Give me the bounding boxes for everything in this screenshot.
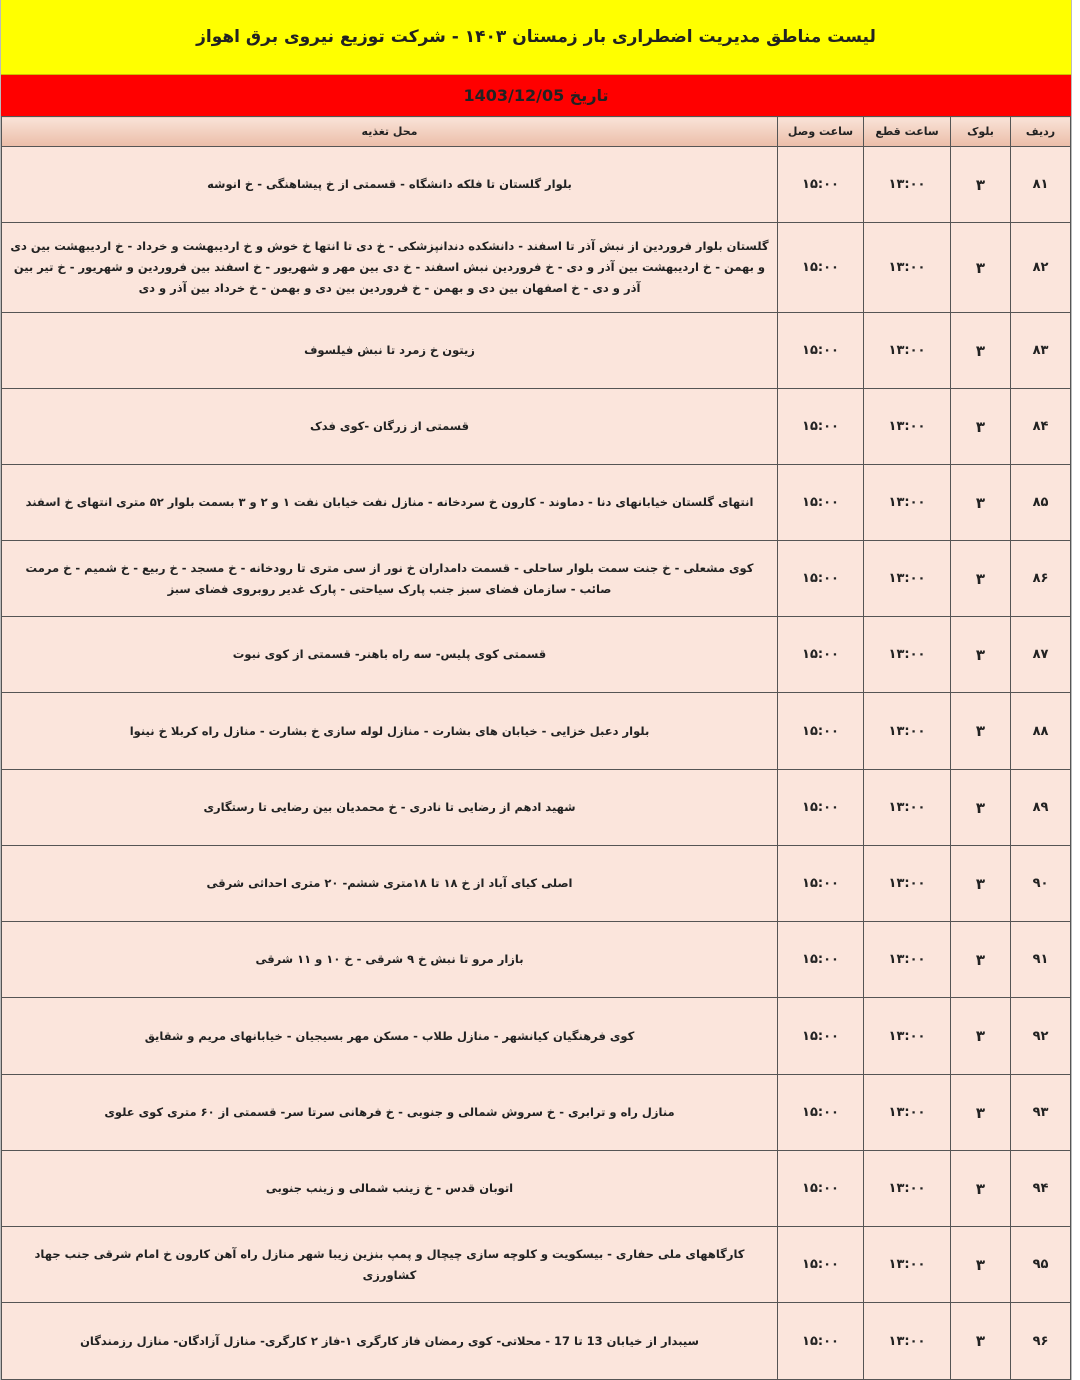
cell-block: ۳: [951, 465, 1011, 541]
cell-cut-time: ۱۳:۰۰: [864, 465, 951, 541]
cell-location: انتهای گلستان خیابانهای دنا - دماوند - کارون خ سردخانه - منازل نفت خیابان نفت ۱ و ۲ و ۳ بسمت بلوار ۵۲ متری انتهای خ اسفند: [2, 465, 778, 541]
cell-cut-time: ۱۳:۰۰: [864, 223, 951, 313]
cell-row-number: ۹۲: [1011, 998, 1071, 1075]
table-row: [2, 846, 1071, 922]
date-bar: [1, 75, 1071, 116]
cell-row-number: ۹۱: [1011, 922, 1071, 998]
table-row: [2, 1075, 1071, 1151]
table-row: [2, 998, 1071, 1075]
table-row: [2, 313, 1071, 389]
cell-cut-time: ۱۳:۰۰: [864, 313, 951, 389]
cell-block: ۳: [951, 389, 1011, 465]
document-title: لیست مناطق مدیریت اضطراری بار زمستان ۱۴۰۳ - شرکت توزیع نیروی برق اهواز: [196, 27, 876, 47]
cell-connect-time: ۱۵:۰۰: [778, 693, 864, 770]
cell-row-number: ۸۱: [1011, 147, 1071, 223]
cell-connect-time: ۱۵:۰۰: [778, 389, 864, 465]
table-row: [2, 1151, 1071, 1227]
cell-cut-time: ۱۳:۰۰: [864, 1075, 951, 1151]
document-date: تاریخ 1403/12/05: [463, 86, 609, 105]
cell-row-number: ۸۶: [1011, 541, 1071, 617]
cell-block: ۳: [951, 1227, 1011, 1303]
table-row: [2, 465, 1071, 541]
cell-row-number: ۸۷: [1011, 617, 1071, 693]
cell-block: ۳: [951, 846, 1011, 922]
cell-block: ۳: [951, 223, 1011, 313]
cell-connect-time: ۱۵:۰۰: [778, 465, 864, 541]
cell-row-number: ۹۳: [1011, 1075, 1071, 1151]
header-row: [2, 117, 1071, 147]
cell-cut-time: ۱۳:۰۰: [864, 541, 951, 617]
cell-row-number: ۸۲: [1011, 223, 1071, 313]
cell-location: بلوار گلستان تا فلکه دانشگاه - قسمتی از خ پیشاهنگی - خ انوشه: [2, 147, 778, 223]
cell-location: کوی فرهنگیان کیانشهر - منازل طلاب - مسکن مهر بسیجیان - خیابانهای مریم و شقایق: [2, 998, 778, 1075]
table-body: [2, 147, 1071, 1380]
table-row: [2, 1303, 1071, 1380]
cell-block: ۳: [951, 922, 1011, 998]
cell-location: شهید ادهم از رضایی تا نادری - خ محمدیان بین رضایی تا رستگاری: [2, 770, 778, 846]
cell-row-number: ۹۶: [1011, 1303, 1071, 1380]
header-row-number: ردیف: [1011, 117, 1071, 147]
header-block: بلوک: [951, 117, 1011, 147]
cell-connect-time: ۱۵:۰۰: [778, 147, 864, 223]
cell-block: ۳: [951, 1151, 1011, 1227]
cell-cut-time: ۱۳:۰۰: [864, 389, 951, 465]
table-row: [2, 541, 1071, 617]
cell-cut-time: ۱۳:۰۰: [864, 617, 951, 693]
cell-location: قسمتی کوی پلیس- سه راه باهنر- قسمتی از کوی نبوت: [2, 617, 778, 693]
cell-cut-time: ۱۳:۰۰: [864, 147, 951, 223]
cell-block: ۳: [951, 541, 1011, 617]
table-row: [2, 147, 1071, 223]
cell-block: ۳: [951, 1303, 1011, 1380]
cell-location: بازار مرو تا نبش خ ۹ شرقی - خ ۱۰ و ۱۱ شرقی: [2, 922, 778, 998]
cell-row-number: ۸۹: [1011, 770, 1071, 846]
table-header: [2, 117, 1071, 147]
cell-row-number: ۸۵: [1011, 465, 1071, 541]
cell-location: بلوار دعبل خزایی - خیابان های بشارت - منازل لوله سازی خ بشارت - منازل راه کربلا خ نینوا: [2, 693, 778, 770]
cell-connect-time: ۱۵:۰۰: [778, 922, 864, 998]
cell-location: قسمتی از زرگان -کوی فدک: [2, 389, 778, 465]
cell-connect-time: ۱۵:۰۰: [778, 1303, 864, 1380]
table-row: [2, 693, 1071, 770]
table-row: [2, 770, 1071, 846]
cell-location: کارگاههای ملی حفاری - بیسکویت و کلوچه سازی چیچال و پمپ بنزین زیبا شهر منازل راه آهن کارون خ امام شرقی جنب جهاد کشاورزی: [2, 1227, 778, 1303]
cell-location: کوی مشعلی - خ جنت سمت بلوار ساحلی - قسمت دامداران خ نور از سی متری تا رودخانه - خ مسجد - خ ربیع - خ شمیم - خ مرمت صائب - سازمان فضای سبز جنب پارک سیاحتی - پارک غدیر روبروی فضای سبز: [2, 541, 778, 617]
cell-cut-time: ۱۳:۰۰: [864, 693, 951, 770]
cell-cut-time: ۱۳:۰۰: [864, 998, 951, 1075]
cell-connect-time: ۱۵:۰۰: [778, 223, 864, 313]
cell-row-number: ۸۴: [1011, 389, 1071, 465]
table-row: [2, 389, 1071, 465]
cell-connect-time: ۱۵:۰۰: [778, 770, 864, 846]
cell-connect-time: ۱۵:۰۰: [778, 1075, 864, 1151]
cell-cut-time: ۱۳:۰۰: [864, 1227, 951, 1303]
cell-block: ۳: [951, 1075, 1011, 1151]
cell-cut-time: ۱۳:۰۰: [864, 846, 951, 922]
cell-connect-time: ۱۵:۰۰: [778, 617, 864, 693]
table-row: [2, 922, 1071, 998]
header-connect-time: ساعت وصل: [778, 117, 864, 147]
header-location: محل تغذیه: [2, 117, 778, 147]
cell-connect-time: ۱۵:۰۰: [778, 1227, 864, 1303]
table-row: [2, 223, 1071, 313]
cell-cut-time: ۱۳:۰۰: [864, 770, 951, 846]
cell-connect-time: ۱۵:۰۰: [778, 313, 864, 389]
cell-location: اتوبان قدس - خ زینب شمالی و زینب جنوبی: [2, 1151, 778, 1227]
cell-connect-time: ۱۵:۰۰: [778, 1151, 864, 1227]
cell-location: اصلی کیای آباد از خ ۱۸ تا ۱۸متری ششم- ۲۰ متری احداثی شرقی: [2, 846, 778, 922]
cell-row-number: ۸۳: [1011, 313, 1071, 389]
cell-block: ۳: [951, 693, 1011, 770]
cell-block: ۳: [951, 147, 1011, 223]
outage-table: [1, 116, 1071, 1380]
cell-row-number: ۹۵: [1011, 1227, 1071, 1303]
cell-cut-time: ۱۳:۰۰: [864, 922, 951, 998]
cell-connect-time: ۱۵:۰۰: [778, 998, 864, 1075]
cell-block: ۳: [951, 998, 1011, 1075]
cell-cut-time: ۱۳:۰۰: [864, 1151, 951, 1227]
title-bar: [1, 0, 1071, 75]
cell-row-number: ۸۸: [1011, 693, 1071, 770]
cell-connect-time: ۱۵:۰۰: [778, 846, 864, 922]
table-row: [2, 617, 1071, 693]
header-cut-time: ساعت قطع: [864, 117, 951, 147]
cell-location: سیبدار از خیابان 13 تا 17 - محلاتی- کوی رمضان فاز کارگری ۱-فاز ۲ کارگری- منازل آزادگان- منازل رزمندگان: [2, 1303, 778, 1380]
table-row: [2, 1227, 1071, 1303]
cell-block: ۳: [951, 770, 1011, 846]
cell-block: ۳: [951, 313, 1011, 389]
cell-block: ۳: [951, 617, 1011, 693]
cell-location: منازل راه و ترابری - خ سروش شمالی و جنوبی - خ فرهانی سرتا سر- قسمتی از ۶۰ متری کوی علوی: [2, 1075, 778, 1151]
cell-location: زیتون خ زمرد تا نبش فیلسوف: [2, 313, 778, 389]
cell-connect-time: ۱۵:۰۰: [778, 541, 864, 617]
cell-location: گلستان بلوار فروردین از نبش آذر تا اسفند - دانشکده دندانپزشکی - خ دی تا انتها خ خوش و خ اردیبهشت و خرداد - خ اردیبهشت بین دی و بهمن - خ اردیبهشت بین آذر و دی - خ فروردین نبش اسفند - خ دی بین مهر و شهریور - خ اسفند بین فروردین و شهریور - خ تیر بین آذر و دی - خ اصفهان بین دی و بهمن - خ فروردین بین دی و بهمن - خ خرداد بین آذر و دی: [2, 223, 778, 313]
cell-row-number: ۹۴: [1011, 1151, 1071, 1227]
cell-row-number: ۹۰: [1011, 846, 1071, 922]
cell-cut-time: ۱۳:۰۰: [864, 1303, 951, 1380]
